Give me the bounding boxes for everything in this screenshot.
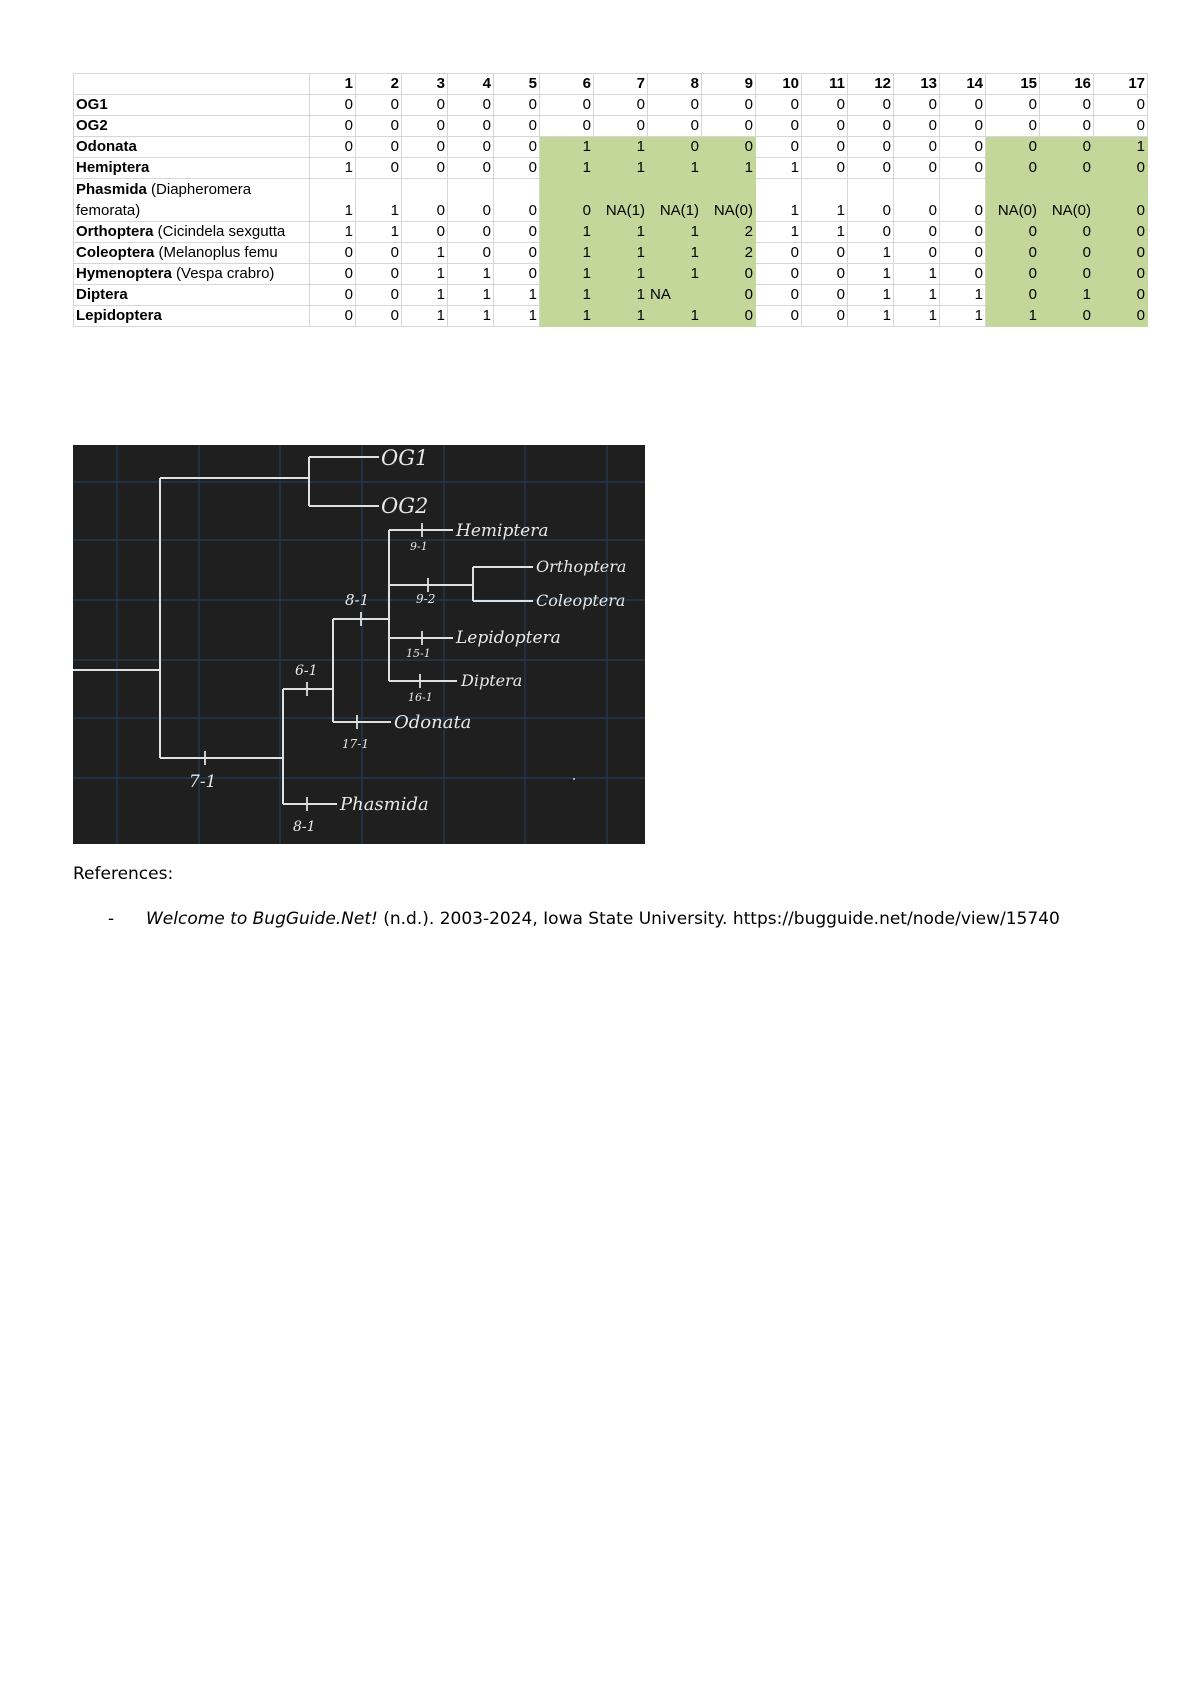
taxon-name-cell <box>74 264 310 285</box>
table-row <box>74 285 1148 306</box>
character-state-cell: 0 <box>848 222 894 243</box>
table-row <box>74 95 1148 116</box>
reference-details: (n.d.). 2003-2024, Iowa State University. https://bugguide.net/node/view/15740 <box>377 909 1060 929</box>
character-state-cell: 0 <box>594 116 648 137</box>
character-state-cell: 0 <box>310 95 356 116</box>
bullet-dash: - <box>108 909 115 929</box>
taxon-name-cell <box>74 306 310 327</box>
character-state-cell: 0 <box>1094 264 1148 285</box>
taxon-name-cell <box>74 285 310 306</box>
character-state-cell: 0 <box>940 137 986 158</box>
character-state-cell: 1 <box>594 285 648 306</box>
column-header: 7 <box>594 74 648 95</box>
taxon-name: Orthoptera <box>76 223 154 240</box>
column-header: 4 <box>448 74 494 95</box>
character-state-cell: 0 <box>494 243 540 264</box>
character-state-cell: 1 <box>356 222 402 243</box>
character-matrix-table <box>73 73 1148 327</box>
character-state-cell: 1 <box>310 158 356 179</box>
character-state-cell: 1 <box>802 222 848 243</box>
taxon-name: Lepidoptera <box>76 307 162 324</box>
phylogenetic-tree-photo <box>73 445 645 844</box>
character-state-cell: 1 <box>986 306 1040 327</box>
character-state-cell: 0 <box>802 158 848 179</box>
character-state-cell: 0 <box>1094 306 1148 327</box>
label-coleoptera: Coleoptera <box>536 591 626 610</box>
character-state-cell: 0 <box>648 137 702 158</box>
character-state-cell: 1 <box>594 222 648 243</box>
character-state-cell: 0 <box>448 95 494 116</box>
column-header: 14 <box>940 74 986 95</box>
character-state-cell: 0 <box>702 116 756 137</box>
character-state-cell: 0 <box>356 95 402 116</box>
character-state-cell: 2 <box>702 222 756 243</box>
column-header: 11 <box>802 74 848 95</box>
character-state-cell: 1 <box>894 264 940 285</box>
character-state-cell: 0 <box>848 95 894 116</box>
character-state-cell: 0 <box>1040 306 1094 327</box>
table-row <box>74 179 1148 222</box>
character-state-cell: 0 <box>940 222 986 243</box>
character-state-cell: 0 <box>940 243 986 264</box>
character-state-cell: 1 <box>540 264 594 285</box>
header-corner-cell <box>74 74 310 95</box>
taxon-name: Hemiptera <box>76 159 150 176</box>
taxon-species: (Diapheromera femorata) <box>76 181 252 219</box>
character-state-cell: 1 <box>448 285 494 306</box>
character-state-cell: 1 <box>594 137 648 158</box>
character-state-cell: 0 <box>1040 243 1094 264</box>
character-state-cell: 0 <box>310 116 356 137</box>
character-state-cell: 0 <box>702 306 756 327</box>
mark-node-8: 8-1 <box>345 591 370 609</box>
character-state-cell: 0 <box>702 285 756 306</box>
character-state-cell: 1 <box>648 243 702 264</box>
column-header: 17 <box>1094 74 1148 95</box>
mark-phasmida: 8-1 <box>293 819 316 835</box>
character-state-cell: 0 <box>448 116 494 137</box>
character-state-cell: 0 <box>540 179 594 222</box>
character-state-cell: 0 <box>986 285 1040 306</box>
character-state-cell: 0 <box>802 264 848 285</box>
taxon-name: Hymenoptera <box>76 265 172 282</box>
taxon-name-cell <box>74 179 310 222</box>
character-state-cell: 0 <box>756 95 802 116</box>
mark-node-7: 7-1 <box>189 772 217 792</box>
mark-odonata: 17-1 <box>342 737 369 751</box>
label-diptera: Diptera <box>461 671 523 690</box>
character-state-cell: 0 <box>1094 95 1148 116</box>
column-header: 1 <box>310 74 356 95</box>
column-header: 3 <box>402 74 448 95</box>
label-og1: OG1 <box>381 446 429 470</box>
character-state-cell: 1 <box>402 306 448 327</box>
character-state-cell: 0 <box>940 95 986 116</box>
character-state-cell: 1 <box>1094 137 1148 158</box>
character-state-cell: 0 <box>756 116 802 137</box>
column-header: 8 <box>648 74 702 95</box>
character-state-cell: 0 <box>848 116 894 137</box>
taxon-name: Phasmida <box>76 181 147 198</box>
taxon-name-cell <box>74 158 310 179</box>
label-odonata: Odonata <box>394 712 472 733</box>
character-state-cell: 0 <box>402 179 448 222</box>
character-state-cell: 1 <box>540 306 594 327</box>
character-state-cell: 1 <box>540 158 594 179</box>
character-state-cell: 1 <box>310 179 356 222</box>
taxon-species: (Cicindela sexgutta <box>153 223 286 240</box>
character-state-cell: 1 <box>540 243 594 264</box>
character-state-cell: 0 <box>1040 137 1094 158</box>
character-state-cell: 0 <box>894 179 940 222</box>
table-row <box>74 222 1148 243</box>
character-state-cell: NA(1) <box>594 179 648 222</box>
character-state-cell: 0 <box>894 116 940 137</box>
taxon-name: OG1 <box>76 96 108 113</box>
character-state-cell: 1 <box>402 285 448 306</box>
character-state-cell: 1 <box>540 222 594 243</box>
column-header: 9 <box>702 74 756 95</box>
header-row <box>74 74 1148 95</box>
character-state-cell: 1 <box>594 264 648 285</box>
character-state-cell: 0 <box>494 222 540 243</box>
character-state-cell: 1 <box>894 306 940 327</box>
label-hemiptera: Hemiptera <box>456 521 549 541</box>
character-state-cell: 0 <box>1094 243 1148 264</box>
character-state-cell: 1 <box>540 137 594 158</box>
mark-node-6: 6-1 <box>295 663 318 679</box>
character-state-cell: 0 <box>894 95 940 116</box>
character-state-cell: 0 <box>986 95 1040 116</box>
character-state-cell: 1 <box>894 285 940 306</box>
character-state-cell: NA(0) <box>1040 179 1094 222</box>
table-row <box>74 158 1148 179</box>
table-row <box>74 243 1148 264</box>
character-state-cell: 0 <box>986 137 1040 158</box>
column-header: 5 <box>494 74 540 95</box>
character-state-cell: 1 <box>540 285 594 306</box>
character-state-cell: 1 <box>356 179 402 222</box>
character-state-cell: NA(0) <box>702 179 756 222</box>
character-state-cell: 0 <box>402 222 448 243</box>
character-state-cell: 0 <box>894 158 940 179</box>
character-state-cell: 0 <box>756 306 802 327</box>
table-row <box>74 306 1148 327</box>
taxon-name-cell <box>74 116 310 137</box>
character-state-cell: 0 <box>756 243 802 264</box>
character-state-cell: 0 <box>540 95 594 116</box>
character-state-cell: 0 <box>702 137 756 158</box>
character-state-cell: 0 <box>1040 264 1094 285</box>
character-state-cell: 0 <box>802 137 848 158</box>
character-state-cell: 0 <box>702 95 756 116</box>
character-state-cell: 0 <box>1094 116 1148 137</box>
character-state-cell: 0 <box>702 264 756 285</box>
character-state-cell: 0 <box>848 158 894 179</box>
character-state-cell: 0 <box>402 116 448 137</box>
character-state-cell: 1 <box>756 222 802 243</box>
character-state-cell: 1 <box>940 306 986 327</box>
character-state-cell: 0 <box>986 222 1040 243</box>
taxon-name: Diptera <box>76 286 128 303</box>
column-header: 13 <box>894 74 940 95</box>
label-phasmida: Phasmida <box>340 794 429 815</box>
character-state-cell: 0 <box>310 137 356 158</box>
speck <box>573 778 575 780</box>
character-state-cell: 0 <box>1040 158 1094 179</box>
character-state-cell: 0 <box>310 264 356 285</box>
character-state-cell: 1 <box>494 285 540 306</box>
character-state-cell: 0 <box>940 264 986 285</box>
character-state-cell: 0 <box>494 95 540 116</box>
character-state-cell: 0 <box>1094 285 1148 306</box>
mark-diptera: 16-1 <box>408 691 433 704</box>
character-state-cell: 1 <box>448 306 494 327</box>
character-state-cell: 0 <box>986 116 1040 137</box>
character-state-cell: 1 <box>594 306 648 327</box>
character-state-cell: 0 <box>356 158 402 179</box>
character-state-cell: 0 <box>494 264 540 285</box>
character-state-cell: 0 <box>494 137 540 158</box>
taxon-name-cell <box>74 222 310 243</box>
character-state-cell: 0 <box>802 243 848 264</box>
character-state-cell: 0 <box>402 95 448 116</box>
column-header: 6 <box>540 74 594 95</box>
character-state-cell: 0 <box>448 243 494 264</box>
tree-drawing <box>73 445 645 844</box>
character-state-cell: 1 <box>756 158 802 179</box>
character-state-cell: 0 <box>356 137 402 158</box>
label-orthoptera: Orthoptera <box>536 557 627 576</box>
character-state-cell: 0 <box>494 116 540 137</box>
character-state-cell: 0 <box>756 264 802 285</box>
character-state-cell: 2 <box>702 243 756 264</box>
character-state-cell: 0 <box>1040 95 1094 116</box>
character-state-cell: 1 <box>648 222 702 243</box>
character-state-cell: 0 <box>402 158 448 179</box>
character-state-cell: 1 <box>848 264 894 285</box>
label-og2: OG2 <box>381 494 429 518</box>
character-state-cell: 0 <box>448 179 494 222</box>
character-state-cell: 1 <box>756 179 802 222</box>
character-state-cell: 1 <box>594 158 648 179</box>
character-state-cell: 0 <box>1094 158 1148 179</box>
character-state-cell: 0 <box>310 243 356 264</box>
character-state-cell: NA <box>648 285 702 306</box>
table-row <box>74 137 1148 158</box>
character-state-cell: 0 <box>402 137 448 158</box>
character-state-cell: 0 <box>310 285 356 306</box>
character-state-cell: 1 <box>402 243 448 264</box>
character-state-cell: 1 <box>494 306 540 327</box>
character-state-cell: 0 <box>1094 222 1148 243</box>
character-state-cell: NA(0) <box>986 179 1040 222</box>
character-state-cell: 0 <box>1040 116 1094 137</box>
character-state-cell: 0 <box>940 116 986 137</box>
character-state-cell: 0 <box>1040 222 1094 243</box>
character-state-cell: 0 <box>848 179 894 222</box>
reference-title: Welcome to BugGuide.Net! <box>146 909 378 929</box>
character-state-cell: 1 <box>848 243 894 264</box>
table-row <box>74 264 1148 285</box>
character-state-cell: 0 <box>356 116 402 137</box>
character-state-cell: 0 <box>448 158 494 179</box>
column-header: 10 <box>756 74 802 95</box>
references-heading: References: <box>73 864 174 884</box>
table-body <box>74 95 1148 327</box>
character-state-cell: 0 <box>648 95 702 116</box>
character-state-cell: 0 <box>940 158 986 179</box>
character-state-cell: 0 <box>448 222 494 243</box>
table-header <box>74 74 1148 95</box>
character-state-cell: 0 <box>356 264 402 285</box>
character-state-cell: 0 <box>986 158 1040 179</box>
character-state-cell: 0 <box>756 285 802 306</box>
taxon-name: OG2 <box>76 117 108 134</box>
character-state-cell: 0 <box>494 179 540 222</box>
column-header: 12 <box>848 74 894 95</box>
taxon-species: (Vespa crabro) <box>171 265 275 282</box>
character-state-cell: 1 <box>702 158 756 179</box>
taxon-name: Coleoptera <box>76 244 155 261</box>
mark-lepidoptera: 15-1 <box>406 647 431 660</box>
table-row <box>74 116 1148 137</box>
character-state-cell: 0 <box>894 222 940 243</box>
character-state-cell: 0 <box>648 116 702 137</box>
character-state-cell: 1 <box>594 243 648 264</box>
character-state-cell: 0 <box>594 95 648 116</box>
character-state-cell: 0 <box>494 158 540 179</box>
mark-orth-cole: 9-2 <box>416 592 436 606</box>
character-state-cell: 1 <box>648 306 702 327</box>
character-state-cell: 0 <box>448 137 494 158</box>
character-state-cell: 1 <box>310 222 356 243</box>
character-state-cell: NA(1) <box>648 179 702 222</box>
character-state-cell: 0 <box>802 95 848 116</box>
character-state-cell: 0 <box>356 306 402 327</box>
character-state-cell: 0 <box>802 306 848 327</box>
label-lepidoptera: Lepidoptera <box>456 628 561 648</box>
column-header: 15 <box>986 74 1040 95</box>
character-state-cell: 1 <box>448 264 494 285</box>
column-header: 2 <box>356 74 402 95</box>
taxon-name: Odonata <box>76 138 137 155</box>
character-state-cell: 1 <box>1040 285 1094 306</box>
character-state-cell: 1 <box>848 306 894 327</box>
mark-hemiptera: 9-1 <box>410 540 428 553</box>
taxon-name-cell <box>74 243 310 264</box>
taxon-name-cell <box>74 137 310 158</box>
character-state-cell: 1 <box>402 264 448 285</box>
character-state-cell: 0 <box>540 116 594 137</box>
column-header: 16 <box>1040 74 1094 95</box>
character-state-cell: 0 <box>1094 179 1148 222</box>
character-state-cell: 1 <box>802 179 848 222</box>
character-state-cell: 0 <box>894 137 940 158</box>
character-state-cell: 1 <box>648 264 702 285</box>
character-state-cell: 0 <box>802 285 848 306</box>
taxon-name-cell <box>74 95 310 116</box>
character-state-cell: 0 <box>310 306 356 327</box>
character-state-cell: 1 <box>940 285 986 306</box>
character-state-cell: 0 <box>940 179 986 222</box>
character-state-cell: 0 <box>756 137 802 158</box>
character-state-cell: 1 <box>848 285 894 306</box>
character-state-cell: 1 <box>648 158 702 179</box>
character-state-cell: 0 <box>848 137 894 158</box>
character-state-cell: 0 <box>356 243 402 264</box>
character-state-cell: 0 <box>986 264 1040 285</box>
character-state-cell: 0 <box>802 116 848 137</box>
character-state-cell: 0 <box>986 243 1040 264</box>
character-state-cell: 0 <box>356 285 402 306</box>
character-state-cell: 0 <box>894 243 940 264</box>
taxon-species: (Melanoplus femu <box>154 244 278 261</box>
reference-entry <box>108 909 1138 929</box>
